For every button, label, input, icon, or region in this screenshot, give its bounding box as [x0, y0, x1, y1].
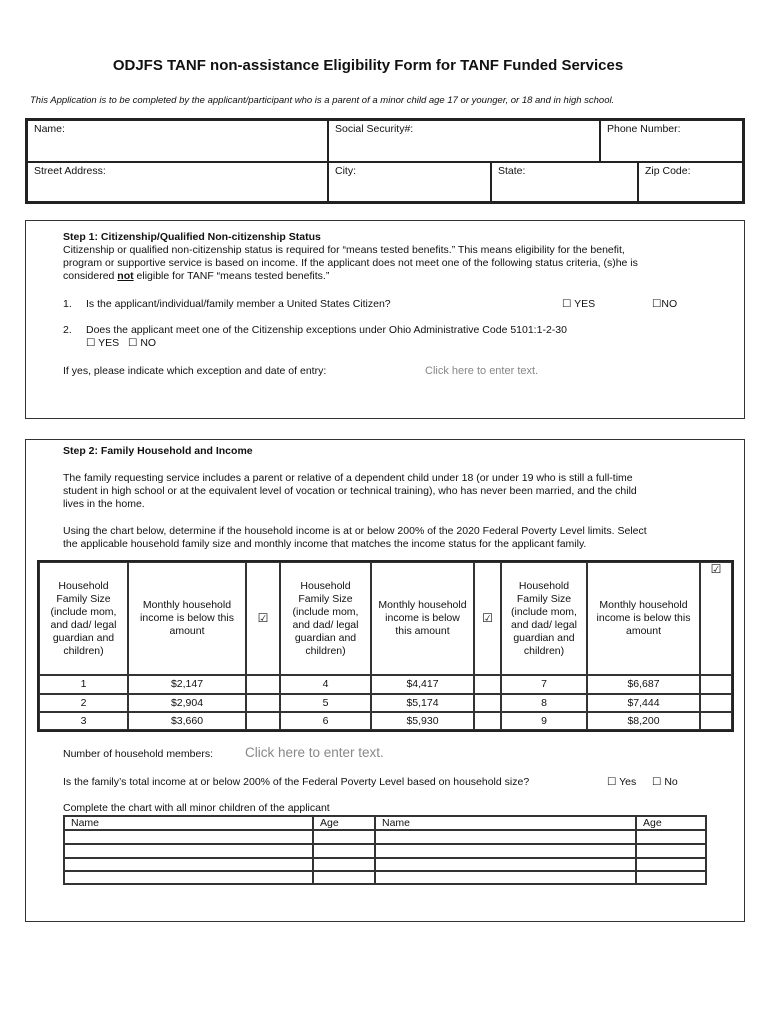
step2-para1-line1: The family requesting service includes a parent or relative of a dependent child under 18 (or under 19 who is still a full-time	[63, 472, 633, 484]
para-text: eligible for TANF “means tested benefits.”	[133, 270, 330, 282]
members-input[interactable]: Click here to enter text.	[245, 745, 384, 760]
step2-para1-line2: student in high school or at the equivalent level of vocation or technical training), who has never been married, and the child	[63, 485, 637, 497]
name-label: Name:	[34, 123, 65, 135]
street-label: Street Address:	[34, 165, 106, 177]
q1-number: 1.	[63, 298, 72, 310]
check-cell[interactable]	[474, 712, 501, 730]
child-age-cell[interactable]	[313, 858, 375, 871]
size-cell: 3	[39, 712, 128, 730]
child-name-cell[interactable]	[64, 858, 313, 871]
q2-text: Does the applicant meet one of the Citizenship exceptions under Ohio Administrative Code 5101:1-2-30	[86, 324, 567, 336]
size-cell: 6	[280, 712, 371, 730]
q2-number: 2.	[63, 324, 72, 336]
child-age-cell[interactable]	[313, 871, 375, 884]
check-cell[interactable]	[246, 694, 280, 712]
income-cell: $5,930	[371, 712, 474, 730]
phone-label: Phone Number:	[607, 123, 681, 135]
para-text: considered	[63, 270, 118, 282]
income-no-checkbox[interactable]: ☐ No	[652, 776, 678, 788]
step1-heading: Step 1: Citizenship/Qualified Non-citizenship Status	[63, 231, 321, 243]
check-cell[interactable]	[474, 694, 501, 712]
not-emphasis: not	[117, 270, 134, 282]
income-cell: $4,417	[371, 675, 474, 694]
ssn-label: Social Security#:	[335, 123, 414, 135]
q1-no-checkbox[interactable]: ☐NO	[652, 298, 678, 310]
zip-field[interactable]	[638, 162, 743, 202]
step2-para2-line2: the applicable household family size and monthly income that matches the income status for the applicant family.	[63, 538, 587, 550]
minor-heading: Complete the chart with all minor children of the applicant	[63, 802, 330, 814]
header-check-2[interactable]: ☑	[474, 562, 501, 675]
step1-para-line1: Citizenship or qualified non-citizenship status is required for “means tested benefits.” This means eligibility for the benefit,	[63, 244, 625, 256]
header-monthly-income: Monthly household income is below this amount	[128, 562, 246, 675]
size-cell: 5	[280, 694, 371, 712]
street-field[interactable]	[27, 162, 328, 202]
name-field[interactable]	[27, 120, 328, 162]
income-cell: $2,147	[128, 675, 246, 694]
child-age-cell[interactable]	[313, 830, 375, 844]
income-cell: $7,444	[587, 694, 700, 712]
child-age-cell[interactable]	[636, 844, 706, 858]
state-field[interactable]	[491, 162, 638, 202]
header-family-size: Household Family Size (include mom, and dad/ legal guardian and children)	[501, 562, 587, 675]
size-cell: 1	[39, 675, 128, 694]
child-age-cell[interactable]	[636, 858, 706, 871]
members-label: Number of household members:	[63, 748, 213, 760]
step2-para2-line1: Using the chart below, determine if the household income is at or below 200% of the 2020 Federal Poverty Level limits. Select	[63, 525, 647, 537]
income-cell: $3,660	[128, 712, 246, 730]
check-cell[interactable]	[700, 694, 732, 712]
child-name-cell[interactable]	[375, 871, 636, 884]
check-cell[interactable]	[246, 675, 280, 694]
header-family-size: Household Family Size (include mom, and dad/ legal guardian and children)	[39, 562, 128, 675]
col-age: Age	[636, 816, 706, 830]
child-name-cell[interactable]	[375, 844, 636, 858]
child-age-cell[interactable]	[636, 871, 706, 884]
col-age: Age	[313, 816, 375, 830]
child-name-cell[interactable]	[375, 830, 636, 844]
size-cell: 9	[501, 712, 587, 730]
income-cell: $8,200	[587, 712, 700, 730]
city-field[interactable]	[328, 162, 491, 202]
check-cell[interactable]	[700, 675, 732, 694]
check-cell[interactable]	[246, 712, 280, 730]
income-cell: $5,174	[371, 694, 474, 712]
size-cell: 4	[280, 675, 371, 694]
header-check-3[interactable]: ☑	[700, 562, 732, 675]
income-chart	[37, 560, 734, 732]
size-cell: 7	[501, 675, 587, 694]
header-check-1[interactable]: ☑	[246, 562, 280, 675]
child-name-cell[interactable]	[64, 871, 313, 884]
col-name: Name	[375, 816, 636, 830]
child-name-cell[interactable]	[64, 830, 313, 844]
state-label: State:	[498, 165, 526, 177]
minor-children-table	[63, 815, 707, 885]
income-cell: $6,687	[587, 675, 700, 694]
zip-label: Zip Code:	[645, 165, 691, 177]
income-question: Is the family’s total income at or below 200% of the Federal Poverty Level based on household size?	[63, 776, 530, 788]
size-cell: 2	[39, 694, 128, 712]
child-name-cell[interactable]	[375, 858, 636, 871]
header-family-size: Household Family Size (include mom, and dad/ legal guardian and children)	[280, 562, 371, 675]
applicant-fields	[25, 118, 745, 204]
step1-para-line2: program or supportive service is based on income. If the applicant does not meet one of the following status criteria, (s)he is	[63, 257, 638, 269]
phone-field[interactable]	[600, 120, 743, 162]
child-age-cell[interactable]	[313, 844, 375, 858]
size-cell: 8	[501, 694, 587, 712]
form-title: ODJFS TANF non-assistance Eligibility Form for TANF Funded Services	[112, 57, 624, 74]
q2-no-checkbox[interactable]: ☐ NO	[128, 337, 157, 349]
exception-label: If yes, please indicate which exception and date of entry:	[63, 365, 327, 377]
step2-heading: Step 2: Family Household and Income	[63, 445, 253, 457]
step1-para-line3	[63, 270, 329, 283]
check-cell[interactable]	[700, 712, 732, 730]
child-age-cell[interactable]	[636, 830, 706, 844]
ssn-field[interactable]	[328, 120, 600, 162]
exception-input[interactable]: Click here to enter text.	[425, 365, 539, 377]
child-name-cell[interactable]	[64, 844, 313, 858]
q1-yes-checkbox[interactable]: ☐ YES	[562, 298, 596, 310]
col-name: Name	[64, 816, 313, 830]
check-cell[interactable]	[474, 675, 501, 694]
step2-para1-line3: lives in the home.	[63, 498, 145, 510]
q2-yes-checkbox[interactable]: ☐ YES	[86, 337, 120, 349]
form-intro: This Application is to be completed by the applicant/participant who is a parent of a minor child age 17 or younger, or 18 and in high school.	[30, 95, 615, 106]
header-monthly-income: Monthly household income is below this amount	[371, 562, 474, 675]
header-monthly-income: Monthly household income is below this amount	[587, 562, 700, 675]
city-label: City:	[335, 165, 356, 177]
q1-text: Is the applicant/individual/family member a United States Citizen?	[86, 298, 391, 310]
income-yes-checkbox[interactable]: ☐ Yes	[607, 776, 637, 788]
income-cell: $2,904	[128, 694, 246, 712]
